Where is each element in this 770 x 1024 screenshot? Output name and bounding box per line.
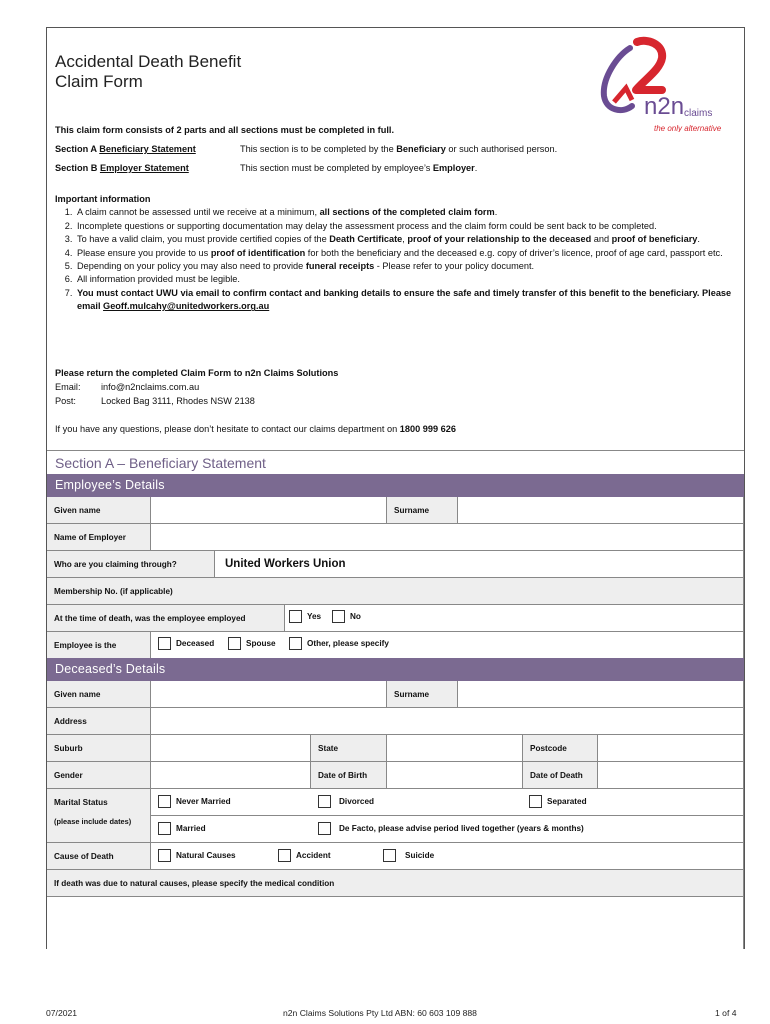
important-item: 4. Please ensure you provide to us proof of identification for both the beneficiary and the deceased e.g. copy of driver’s licence, proof of age card, passport etc. xyxy=(75,247,735,260)
important-information xyxy=(55,193,735,314)
logo-wordmark: n2n xyxy=(644,93,685,120)
natural-causes-checkbox[interactable] xyxy=(158,849,171,862)
emp-surname-label: Surname xyxy=(387,497,458,524)
claiming-through-field[interactable]: United Workers Union xyxy=(215,551,744,578)
natural-causes-option[interactable]: Natural Causes xyxy=(158,849,236,862)
defacto-checkbox[interactable] xyxy=(318,822,331,835)
claiming-through-label: Who are you claiming through? xyxy=(47,551,215,578)
deceased-checkbox[interactable] xyxy=(158,637,171,650)
footer-company: n2n Claims Solutions Pty Ltd ABN: 60 603 109 888 xyxy=(283,1008,477,1018)
marital-note: (please include dates) xyxy=(54,817,132,826)
important-item: 1. A claim cannot be assessed until we receive at a minimum, all sections of the completed claim form. xyxy=(75,206,735,219)
marital-row-1 xyxy=(151,789,744,816)
section-b-row: Section B Employer Statement This section must be completed by employee’s Employer. xyxy=(55,163,478,173)
section-b-name: Employer Statement xyxy=(99,163,189,173)
emp-given-name-label: Given name xyxy=(47,497,151,524)
suburb-field[interactable] xyxy=(151,735,311,762)
section-a-name: Beneficiary Statement xyxy=(99,144,196,154)
form-title xyxy=(55,52,241,92)
important-list xyxy=(75,206,735,313)
deceased-option[interactable]: Deceased xyxy=(158,637,214,650)
separated-checkbox[interactable] xyxy=(529,795,542,808)
n2n-claims-logo xyxy=(592,36,737,132)
state-label: State xyxy=(311,735,387,762)
dec-surname-field[interactable] xyxy=(458,681,744,708)
separated-option[interactable]: Separated xyxy=(529,795,587,808)
dob-field[interactable] xyxy=(387,762,523,789)
married-checkbox[interactable] xyxy=(158,822,171,835)
questions-text: If you have any questions, please don’t hesitate to contact our claims department on 1800 999 626 xyxy=(55,424,456,434)
postcode-field[interactable] xyxy=(598,735,744,762)
important-item: 7. You must contact UWU via email to confirm contact and banking details to ensure the safe and timely transfer of this benefit to the beneficiary. Please email Geoff.mulcahy@unitedworkers.org.au xyxy=(75,287,735,314)
spouse-checkbox[interactable] xyxy=(228,637,241,650)
no-checkbox[interactable] xyxy=(332,610,345,623)
section-a-title: Section A – Beneficiary Statement xyxy=(47,450,744,474)
gender-field[interactable] xyxy=(151,762,311,789)
emp-surname-field[interactable] xyxy=(458,497,744,524)
medical-condition-label: If death was due to natural causes, please specify the medical condition xyxy=(47,870,744,897)
state-field[interactable] xyxy=(387,735,523,762)
logo-claims: claims xyxy=(684,108,713,119)
divorced-option[interactable]: Divorced xyxy=(318,795,374,808)
defacto-option[interactable]: De Facto, please advise period lived together (years & months) xyxy=(318,822,584,835)
logo-tagline: the only alternative xyxy=(654,124,722,132)
postcode-label: Postcode xyxy=(523,735,598,762)
accident-checkbox[interactable] xyxy=(278,849,291,862)
claims-phone: 1800 999 626 xyxy=(399,424,456,434)
employee-details-band: Employee’s Details xyxy=(47,474,744,497)
deceased-details-band: Deceased’s Details xyxy=(47,658,744,681)
gender-label: Gender xyxy=(47,762,151,789)
divorced-checkbox[interactable] xyxy=(318,795,331,808)
married-option[interactable]: Married xyxy=(158,822,206,835)
suburb-label: Suburb xyxy=(47,735,151,762)
intro-text: This claim form consists of 2 parts and all sections must be completed in full. xyxy=(55,125,394,135)
important-item: 5. Depending on your policy you may also need to provide funeral receipts - Please refer to your policy document. xyxy=(75,260,735,273)
other-option[interactable]: Other, please specify xyxy=(289,637,389,650)
suicide-option[interactable]: Suicide xyxy=(383,849,434,862)
employed-no-option[interactable]: No xyxy=(332,610,361,623)
footer-date: 07/2021 xyxy=(46,1008,78,1018)
marital-status-label: Marital Status (please include dates) xyxy=(47,789,151,843)
spouse-option[interactable]: Spouse xyxy=(228,637,276,650)
return-heading: Please return the completed Claim Form to n2n Claims Solutions xyxy=(55,368,339,378)
dec-given-name-field[interactable] xyxy=(151,681,387,708)
important-item: 6. All information provided must be legible. xyxy=(75,273,735,286)
address-field[interactable] xyxy=(151,708,744,735)
footer-page: 1 of 4 xyxy=(715,1008,737,1018)
contact-email-link[interactable]: Geoff.mulcahy@unitedworkers.org.au xyxy=(103,301,270,312)
address-label: Address xyxy=(47,708,151,735)
dob-label: Date of Birth xyxy=(311,762,387,789)
title-line-1: Accidental Death Benefit xyxy=(55,52,242,71)
cause-of-death-label: Cause of Death xyxy=(47,843,151,870)
title-line-2: Claim Form xyxy=(55,72,143,91)
employee-is-label: Employee is the xyxy=(47,632,151,659)
suicide-checkbox[interactable] xyxy=(383,849,396,862)
dec-surname-label: Surname xyxy=(387,681,458,708)
employed-yes-option[interactable]: Yes xyxy=(289,610,321,623)
return-email: Email: info@n2nclaims.com.au xyxy=(55,382,200,392)
medical-condition-field[interactable] xyxy=(47,897,744,949)
accident-option[interactable]: Accident xyxy=(278,849,331,862)
yes-checkbox[interactable] xyxy=(289,610,302,623)
section-a-row: Section A Beneficiary Statement This section is to be completed by the Beneficiary or such authorised person. xyxy=(55,144,558,154)
employer-field[interactable] xyxy=(151,524,744,551)
important-heading: Important information xyxy=(55,194,151,204)
dec-given-name-label: Given name xyxy=(47,681,151,708)
return-info xyxy=(55,366,338,408)
membership-label: Membership No. (if applicable) xyxy=(47,578,744,605)
employer-label: Name of Employer xyxy=(47,524,151,551)
important-item: 2. Incomplete questions or supporting documentation may delay the assessment process and the claim form could be sent back to be completed. xyxy=(75,220,735,233)
return-post: Post: Locked Bag 3111, Rhodes NSW 2138 xyxy=(55,396,255,406)
dod-label: Date of Death xyxy=(523,762,598,789)
claim-form-page xyxy=(46,27,745,949)
dod-field[interactable] xyxy=(598,762,744,789)
other-checkbox[interactable] xyxy=(289,637,302,650)
never-married-checkbox[interactable] xyxy=(158,795,171,808)
emp-given-name-field[interactable] xyxy=(151,497,387,524)
employed-question: At the time of death, was the employee employed xyxy=(47,605,285,632)
important-item: 3. To have a valid claim, you must provide certified copies of the Death Certificate, proof of your relationship to the deceased and proof of beneficiary. xyxy=(75,233,735,246)
cause-of-death-options xyxy=(151,843,744,870)
never-married-option[interactable]: Never Married xyxy=(158,795,231,808)
